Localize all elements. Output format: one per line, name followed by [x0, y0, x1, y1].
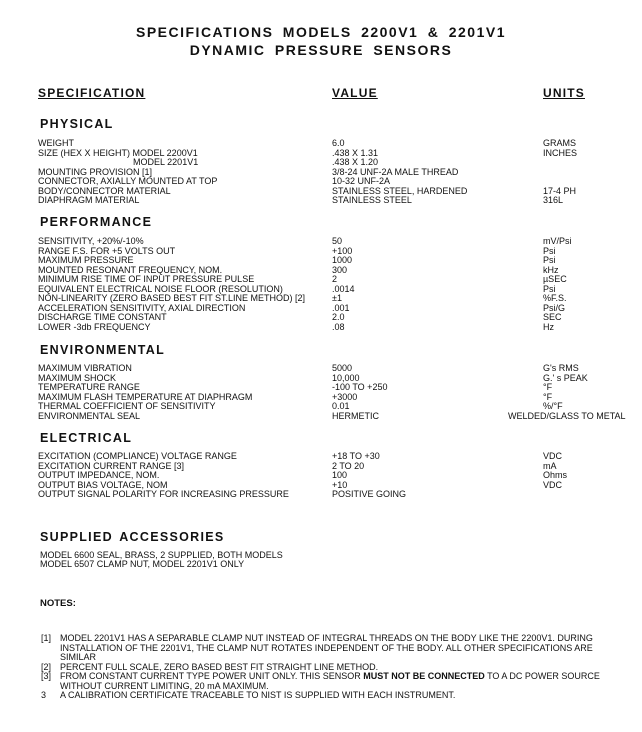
value-cell: +18 TO +30: [332, 451, 380, 461]
value-cell: STAINLESS STEEL, HARDENED: [332, 185, 468, 196]
note-text: FROM CONSTANT CURRENT TYPE POWER UNIT ONLY. THIS SENSOR: [60, 671, 361, 681]
value-cell: 300: [332, 264, 348, 275]
notes-heading: NOTES:: [40, 598, 76, 609]
units-cell: Psi/G: [543, 302, 566, 313]
note-warning: MUST NOT BE CONNECTED: [363, 671, 485, 681]
value-cell: +3000: [332, 391, 358, 402]
note-text-continued: TO A DC POWER SOURCE WITHOUT CURRENT LIMITING, 20 mA MAXIMUM.: [60, 671, 600, 691]
note-marker: [1]: [41, 633, 52, 643]
electrical-rows: [0, 452, 642, 500]
section-heading-performance: PERFORMANCE: [40, 215, 153, 229]
spec-cell: BODY/CONNECTOR MATERIAL: [38, 185, 171, 196]
title-line-1: SPECIFICATIONS MODELS 2200V1 & 2201V1: [135, 24, 506, 40]
value-cell: STAINLESS STEEL: [332, 195, 412, 205]
units-cell: Psi: [543, 255, 556, 265]
units-cell: Psi: [543, 283, 556, 294]
units-cell: kHz: [543, 264, 559, 275]
spec-cell: ENVIRONMENTAL SEAL: [38, 410, 141, 421]
units-cell: Psi: [543, 245, 556, 256]
value-cell: .08: [332, 321, 345, 332]
spec-cell: MOUNTING PROVISION [1]: [38, 166, 153, 177]
column-header-specification: SPECIFICATION: [38, 86, 146, 100]
units-cell: %/°F: [543, 401, 563, 411]
value-cell: 1000: [332, 255, 353, 265]
value-cell: 10-32 UNF-2A: [332, 176, 391, 186]
table-row: [0, 412, 642, 422]
value-cell: 3/8-24 UNF-2A MALE THREAD: [332, 166, 459, 177]
value-cell: 2 TO 20: [332, 460, 365, 471]
table-row: [0, 196, 642, 206]
units-cell: WELDED/GLASS TO METAL: [508, 410, 626, 421]
accessory-line: MODEL 6507 CLAMP NUT, MODEL 2201V1 ONLY: [40, 559, 245, 569]
section-heading-environmental: ENVIRONMENTAL: [40, 343, 165, 357]
spec-cell: MOUNTED RESONANT FREQUENCY, NOM.: [38, 264, 223, 275]
value-cell: -100 TO +250: [332, 382, 388, 392]
spec-cell: MINIMUM RISE TIME OF INPUT PRESSURE PULSE: [38, 274, 255, 284]
value-cell: 0.01: [332, 401, 350, 411]
units-cell: 316L: [543, 195, 564, 205]
units-cell: mV/Psi: [543, 236, 572, 246]
value-cell: +100: [332, 245, 353, 256]
units-cell: SEC: [543, 312, 562, 322]
accessory-line: MODEL 6600 SEAL, BRASS, 2 SUPPLIED, BOTH MODELS: [40, 550, 283, 560]
spec-cell: EQUIVALENT ELECTRICAL NOISE FLOOR (RESOLUTION): [38, 283, 283, 294]
units-cell: %F.S.: [543, 293, 567, 303]
value-cell: .438 X 1.20: [332, 157, 379, 167]
table-row: [0, 490, 642, 500]
units-cell: Hz: [543, 321, 554, 332]
note-marker: [2]: [41, 661, 52, 672]
value-cell: 2: [332, 274, 338, 284]
note-item: [0, 634, 642, 663]
units-cell: Ohms: [543, 470, 568, 480]
value-cell: 50: [332, 236, 343, 246]
spec-cell: SENSITIVITY, +20%/-10%: [38, 236, 144, 246]
units-cell: INCHES: [543, 147, 578, 158]
value-cell: 2.0: [332, 312, 345, 322]
spec-cell: EXCITATION CURRENT RANGE [3]: [38, 460, 185, 471]
value-cell: .438 X 1.31: [332, 147, 379, 158]
value-cell: POSITIVE GOING: [332, 489, 407, 499]
spec-cell: THERMAL COEFFICIENT OF SENSITIVITY: [38, 401, 216, 411]
units-cell: °F: [543, 382, 553, 392]
value-cell: 5000: [332, 363, 353, 373]
spec-cell: OUTPUT IMPEDANCE, NOM.: [38, 470, 160, 480]
spec-cell: TEMPERATURE RANGE: [38, 382, 140, 392]
note-text: MODEL 2201V1 HAS A SEPARABLE CLAMP NUT INSTEAD OF INTEGRAL THREADS ON THE BODY LIKE THE 2200V1. DURING INSTALLATION OF THE 2201V1, THE CLAMP NUT ROTATES INDEPENDENT OF THE BODY. ALL OTHER SPECIFICATIONS ARE SIMILAR: [60, 633, 593, 662]
section-heading-physical: PHYSICAL: [40, 117, 114, 131]
units-cell: 17-4 PH: [543, 185, 577, 196]
spec-cell: WEIGHT: [38, 138, 74, 148]
notes-list: [0, 634, 642, 701]
spec-cell: NON-LINEARITY (ZERO BASED BEST FIT ST.LINE METHOD) [2]: [38, 293, 306, 303]
spec-cell: MAXIMUM SHOCK: [38, 372, 117, 383]
note-marker: 3: [41, 690, 47, 700]
units-cell: G.' s PEAK: [543, 372, 588, 383]
note-item: [0, 691, 642, 701]
spec-cell: MAXIMUM FLASH TEMPERATURE AT DIAPHRAGM: [38, 391, 253, 402]
spec-cell: OUTPUT BIAS VOLTAGE, NOM: [38, 479, 168, 490]
spec-cell: DIAPHRAGM MATERIAL: [38, 195, 140, 205]
table-row: [0, 149, 642, 159]
physical-rows: [0, 139, 642, 206]
value-cell: .0014: [332, 283, 355, 294]
value-cell: 10,000: [332, 372, 360, 383]
spec-cell: MODEL 2201V1: [133, 157, 199, 167]
note-marker: [3]: [41, 671, 52, 681]
value-cell: +10: [332, 479, 348, 490]
section-heading-accessories: SUPPLIED ACCESSORIES: [40, 530, 225, 544]
value-cell: 100: [332, 470, 348, 480]
spec-cell: RANGE F.S. FOR +5 VOLTS OUT: [38, 245, 176, 256]
units-cell: GRAMS: [543, 138, 577, 148]
spec-cell: MAXIMUM VIBRATION: [38, 363, 132, 373]
value-cell: HERMETIC: [332, 410, 379, 421]
units-cell: µSEC: [543, 274, 567, 284]
spec-cell: DISCHARGE TIME CONSTANT: [38, 312, 167, 322]
units-cell: mA: [543, 460, 557, 471]
value-cell: .001: [332, 302, 350, 313]
units-cell: VDC: [543, 451, 563, 461]
title-line-2: DYNAMIC PRESSURE SENSORS: [189, 42, 453, 58]
units-cell: VDC: [543, 479, 563, 490]
table-row: [0, 323, 642, 333]
spec-cell: MAXIMUM PRESSURE: [38, 255, 134, 265]
value-cell: 6.0: [332, 138, 345, 148]
value-cell: ±1: [332, 293, 342, 303]
spec-cell: CONNECTOR, AXIALLY MOUNTED AT TOP: [38, 176, 218, 186]
column-header-units: UNITS: [543, 86, 585, 100]
spec-cell: OUTPUT SIGNAL POLARITY FOR INCREASING PRESSURE: [38, 489, 289, 499]
spec-cell: ACCELERATION SENSITIVITY, AXIAL DIRECTION: [38, 302, 246, 313]
spec-cell: LOWER -3db FREQUENCY: [38, 321, 151, 332]
note-item: [0, 672, 642, 691]
spec-cell: SIZE (HEX X HEIGHT) MODEL 2200V1: [38, 147, 198, 158]
spec-cell: EXCITATION (COMPLIANCE) VOLTAGE RANGE: [38, 451, 237, 461]
note-text: A CALIBRATION CERTIFICATE TRACEABLE TO NIST IS SUPPLIED WITH EACH INSTRUMENT.: [60, 690, 456, 700]
performance-rows: [0, 237, 642, 332]
units-cell: G's RMS: [543, 363, 579, 373]
note-text: PERCENT FULL SCALE, ZERO BASED BEST FIT STRAIGHT LINE METHOD.: [60, 661, 379, 672]
environmental-rows: [0, 364, 642, 421]
units-cell: °F: [543, 391, 553, 402]
section-heading-electrical: ELECTRICAL: [40, 431, 133, 445]
column-header-value: VALUE: [332, 86, 378, 100]
